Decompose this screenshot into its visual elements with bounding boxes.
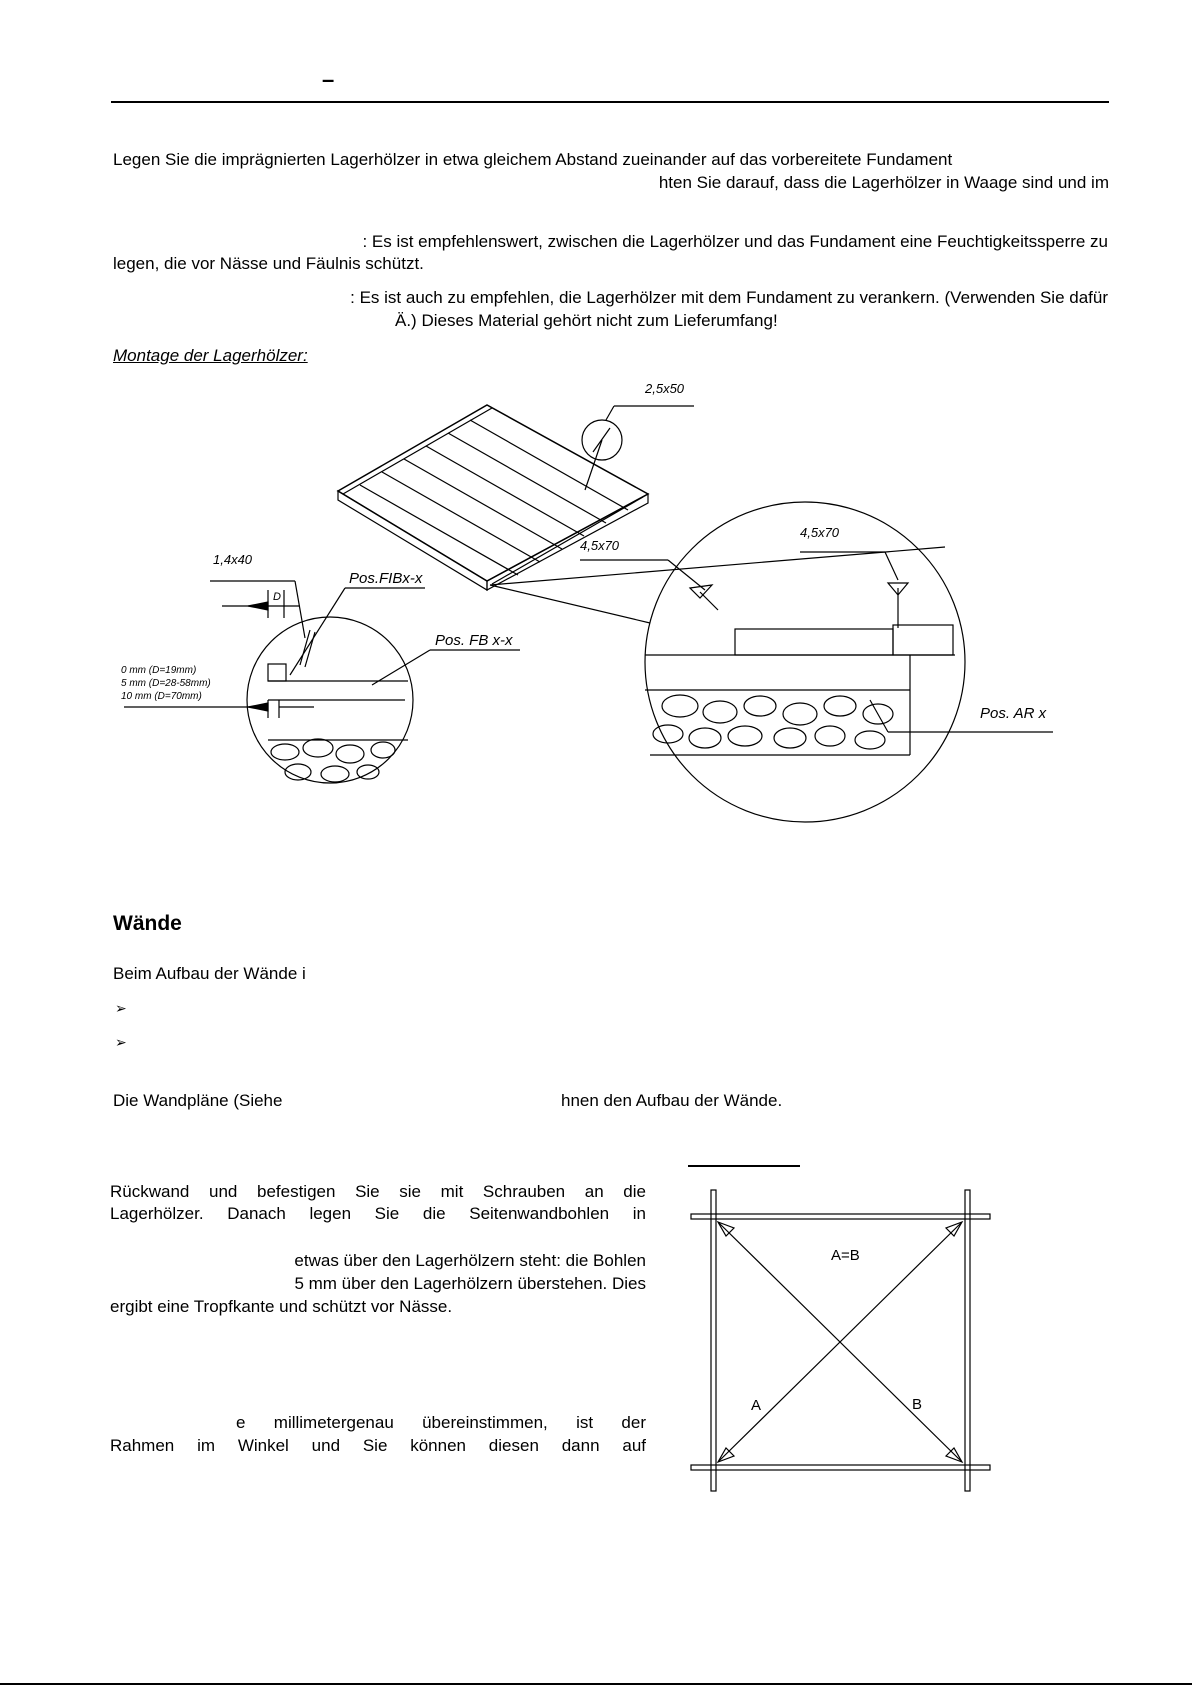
label-screw-mid: 4,5x70 — [580, 538, 620, 553]
note-1-line-2: legen, die vor Nässe und Fäulnis schützt. — [113, 254, 424, 273]
walls-bullet-1: ➢ — [115, 1000, 127, 1016]
diagram-caption-rule — [688, 1165, 800, 1167]
intro-line-2: hten Sie darauf, dass die Lagerhölzer in Waage sind und im — [658, 173, 1109, 192]
label-gap-10: 10 mm (D=70mm) — [121, 691, 202, 702]
body-p2-line-3: ergibt eine Tropfkante und schützt vor Nässe. — [110, 1297, 453, 1316]
note-2-line-2: Ä.) Dieses Material gehört nicht zum Lieferumfang! — [395, 311, 778, 330]
intro-line-1: Legen Sie die imprägnierten Lagerhölzer in etwa gleichem Abstand zueinander auf das vorbereitete Fundament — [113, 150, 953, 169]
label-a-equals-b: A=B — [831, 1247, 860, 1264]
body-p2-line-1: etwas über den Lagerhölzern steht: die Bohlen — [294, 1251, 646, 1270]
joist-mounting-diagram — [0, 370, 1192, 840]
label-pos-fb: Pos. FB x-x — [435, 632, 513, 649]
body-paragraph-1 — [110, 1181, 646, 1224]
label-pos-fibx: Pos.FIBx-x — [349, 570, 423, 587]
body-p3-line-1: e millimetergenau übereinstimmen, ist der — [236, 1413, 646, 1432]
label-d: D — [273, 591, 281, 603]
label-diagonal-b: B — [912, 1396, 923, 1413]
label-nail-top: 2,5x50 — [645, 381, 685, 396]
mount-title: Montage der Lagerhölzer: — [113, 346, 308, 365]
body-p1-line-2: Lagerhölzer. Danach legen Sie die Seitenwandbohlen in — [110, 1203, 646, 1223]
header-rule — [111, 101, 1109, 103]
body-p1-line-1: Rückwand und befestigen Sie sie mit Schrauben an die — [110, 1182, 646, 1201]
right-detail-circle — [580, 502, 1053, 822]
body-p3-line-2: Rahmen im Winkel und Sie können diesen dann auf — [110, 1436, 646, 1455]
diagonal-square-diagram — [680, 1180, 1000, 1500]
label-pos-ar: Pos. AR x — [980, 705, 1047, 722]
note-2-line-1: : Es ist auch zu empfehlen, die Lagerhölzer mit dem Fundament zu verankern. (Verwenden Sie dafür — [350, 288, 1108, 307]
body-p3-line-1-wrap — [236, 1412, 646, 1434]
label-screw-right: 4,5x70 — [800, 525, 840, 540]
body-p3-line-2-wrap — [110, 1435, 646, 1457]
header-dash: – — [322, 67, 335, 92]
walls-plans-right: hnen den Aufbau der Wände. — [561, 1091, 783, 1110]
label-gap-0: 0 mm (D=19mm) — [121, 665, 197, 676]
label-gap-5: 5 mm (D=28-58mm) — [121, 678, 211, 689]
label-nail-left: 1,4x40 — [213, 552, 253, 567]
walls-bullet-2: ➢ — [115, 1034, 127, 1050]
walls-intro: Beim Aufbau der Wände i — [113, 964, 306, 983]
body-p2-line-2: 5 mm über den Lagerhölzern überstehen. Dies — [294, 1274, 646, 1293]
floor-frame-drawing — [338, 405, 648, 590]
label-diagonal-a: A — [751, 1397, 762, 1414]
walls-plans-left: Die Wandpläne (Siehe — [113, 1091, 283, 1110]
walls-heading: Wände — [113, 912, 182, 935]
note-1-line-1: : Es ist empfehlenswert, zwischen die Lagerhölzer und das Fundament eine Feuchtigkeitssperre zu — [362, 232, 1108, 251]
